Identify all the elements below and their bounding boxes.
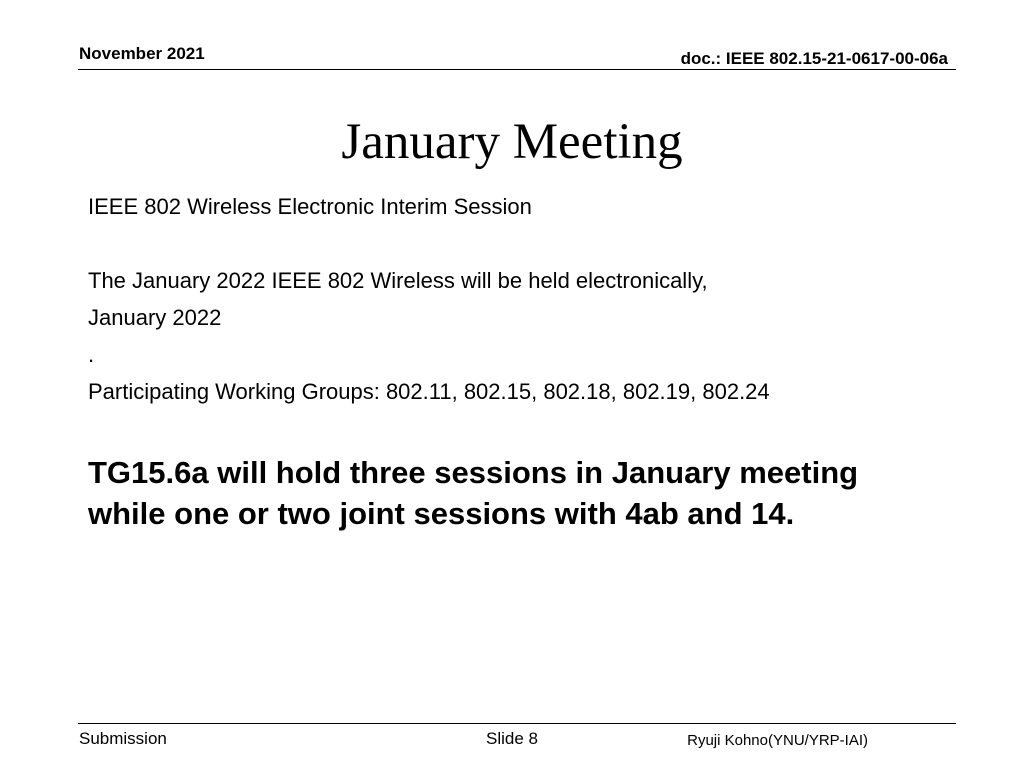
document-id: doc.: IEEE 802.15-21-0617-00-06a: [680, 49, 948, 68]
session-name: IEEE 802 Wireless Electronic Interim Session: [88, 194, 532, 219]
footer-submission: Submission: [79, 729, 167, 748]
highlight-text: [88, 452, 858, 534]
working-groups: Participating Working Groups: 802.11, 802.15, 802.18, 802.19, 802.24: [88, 379, 770, 404]
slide-number: Slide 8: [486, 729, 538, 748]
header-date: November 2021: [79, 44, 205, 63]
slide-title: January Meeting: [341, 114, 683, 170]
separator-dot: .: [88, 342, 95, 367]
header-divider: [78, 69, 956, 70]
announcement-line-2: January 2022: [88, 305, 222, 330]
highlight-line-2: while one or two joint sessions with 4ab and 14.: [88, 496, 795, 531]
footer-divider: [78, 723, 956, 724]
highlight-line-1: TG15.6a will hold three sessions in January meeting: [88, 455, 859, 490]
announcement-line-1: The January 2022 IEEE 802 Wireless will be held electronically,: [88, 268, 708, 293]
footer-author: Ryuji Kohno(YNU/YRP-IAI): [687, 732, 868, 749]
